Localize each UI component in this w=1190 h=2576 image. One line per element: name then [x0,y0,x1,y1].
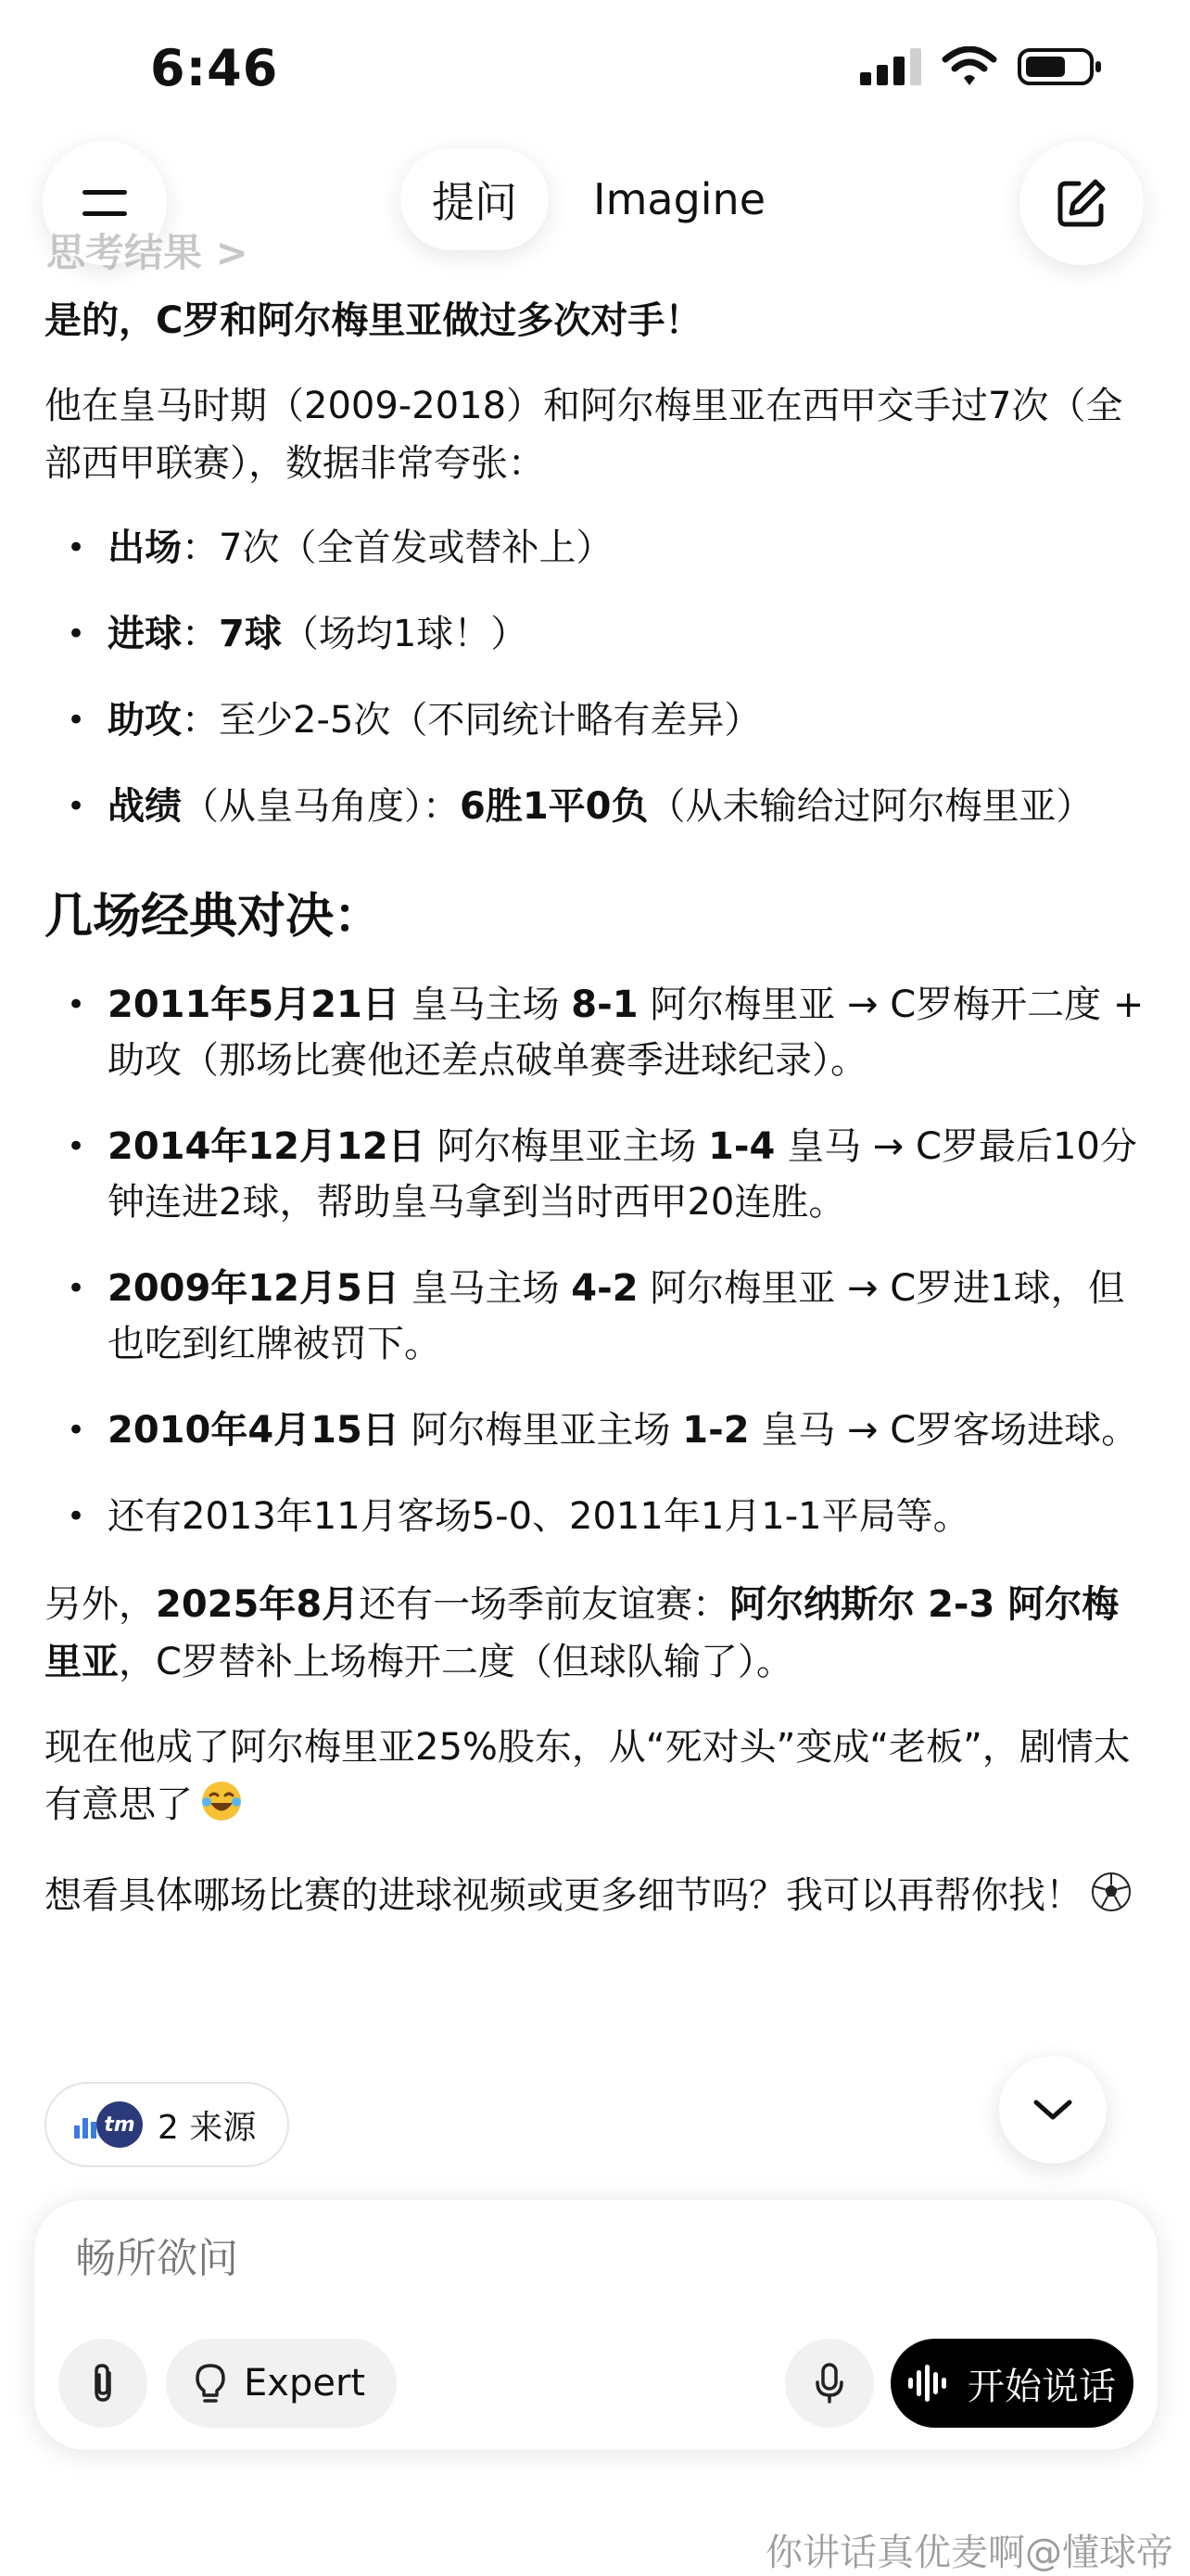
list-item [44,977,1147,1088]
stat-value: （从未输给过阿尔梅里亚） [648,785,1094,828]
message-input[interactable] [75,2235,909,2282]
source-logos [74,2101,143,2148]
list-item [44,692,1147,748]
match-pre: 阿尔梅里亚主场 [399,1409,683,1452]
match-date: 2014年12月12日 [108,1125,425,1168]
start-voice-button[interactable] [891,2339,1133,2428]
match-score: 1-2 [682,1409,750,1452]
match-post: 阿尔梅里亚 → C罗进1球，但也吃到红牌被罚下。 [108,1267,1125,1365]
attach-button[interactable] [58,2339,147,2428]
stat-bold-value: 7球 [219,613,282,655]
sources-label: 2 来源 [158,2108,257,2147]
match-post: 皇马 → C罗客场进球。 [749,1409,1139,1452]
list-item [44,1119,1147,1230]
match-pre: 阿尔梅里亚主场 [424,1125,709,1168]
shareholder-sentence: 现在他成了阿尔梅里亚25%股东，从“死对头”变成“老板”，剧情太有意思了 [44,1726,1131,1826]
source-tm-icon: tm [96,2101,143,2148]
classic-heading: 几场经典对决： [44,889,383,945]
thinking-result-link[interactable]: 思考结果 > [46,230,248,275]
friendly-date: 2025年8月 [156,1583,360,1626]
stat-sep: ： [182,527,219,569]
match-post: 阿尔梅里亚 → C罗梅开二度 + 助攻（那场比赛他还差点破单赛季进球纪录）。 [108,983,1145,1082]
friendly-pre: 另外， [44,1583,156,1626]
mode-tabs [400,148,797,250]
edit-icon [1055,176,1108,230]
composer [33,2199,1158,2451]
friendly-text [44,1576,1147,1691]
assistant-message [44,292,1147,1958]
match-date: 2009年12月5日 [108,1267,399,1310]
list-item [44,1489,1147,1544]
chevron-down-icon [1032,2097,1073,2123]
wifi-icon [942,46,997,87]
match-score: 1-4 [708,1125,776,1168]
list-item [44,1261,1147,1372]
match-pre: 皇马主场 [399,1267,572,1310]
match-post: 皇马 → C罗最后10分钟连进2球，帮助皇马拿到当时西甲20连胜。 [108,1125,1137,1224]
list-item [44,520,1147,576]
new-chat-button[interactable] [1019,141,1144,265]
expert-mode-button[interactable] [166,2339,397,2428]
soccer-ball-icon [1090,1871,1133,1930]
matches-list [44,977,1147,1544]
match-score: 8-1 [571,983,639,1026]
shareholder-text [44,1719,1147,1839]
paperclip-icon [87,2362,119,2405]
stat-label: 战绩 [108,785,182,828]
status-icons [860,46,1103,87]
stat-sep: ： [182,613,219,655]
stats-list [44,520,1147,834]
microphone-button[interactable] [785,2339,874,2428]
stat-sep: （从皇马角度）： [182,785,460,828]
lightbulb-icon [194,2362,227,2405]
match-date: 2010年4月15日 [108,1409,399,1452]
tab-imagine[interactable]: Imagine [593,174,766,224]
sources-button[interactable] [44,2082,289,2167]
intro-text: 是的，C罗和阿尔梅里亚做过多次对手！ [44,299,703,342]
expert-label: Expert [244,2362,366,2405]
scroll-down-button[interactable] [999,2056,1107,2164]
status-time: 6:46 [150,39,279,97]
friendly-post: ，C罗替补上场梅开二度（但球队输了）。 [119,1641,793,1683]
cellular-signal-icon [860,48,921,85]
match-pre: 皇马主场 [399,983,572,1026]
friendly-teams: 阿尔纳斯尔 2-3 阿尔梅里亚 [44,1583,1120,1683]
period-text: 他在皇马时期（2009-2018）和阿尔梅里亚在西甲交手过7次（全部西甲联赛），数据非常夸张： [44,385,1123,485]
stat-value: 7次（全首发或替补上） [219,527,614,569]
followup-text [44,1867,1147,1930]
list-item [44,606,1147,662]
stat-value: （场均1球！） [281,613,528,655]
laughing-emoji-icon [200,1780,243,1839]
stat-sep: ： [182,699,219,742]
match-score: 4-2 [571,1267,639,1310]
voice-label: 开始说话 [968,2365,1116,2408]
voice-waveform-icon [908,2365,947,2402]
extra-match-text: 还有2013年11月客场5-0、2011年1月1-1平局等。 [108,1495,970,1538]
stat-value: 至少2-5次（不同统计略有差异） [219,699,762,742]
tab-ask[interactable]: 提问 [400,148,549,250]
list-item [44,1402,1147,1458]
microphone-icon [814,2362,845,2405]
match-date: 2011年5月21日 [108,983,399,1026]
friendly-mid: 还有一场季前友谊赛： [359,1583,730,1626]
stat-label: 出场 [108,527,182,569]
stat-label: 进球 [108,613,182,655]
hamburger-menu-icon [81,184,129,222]
stat-bold-value: 6胜1平0负 [460,785,649,828]
watermark: 你讲话真优麦啊@懂球帝 [766,2532,1173,2574]
stat-label: 助攻 [108,699,182,742]
battery-icon [1018,46,1103,87]
followup-sentence: 想看具体哪场比赛的进球视频或更多细节吗？我可以再帮你找！ [44,1874,1082,1917]
list-item [44,779,1147,834]
